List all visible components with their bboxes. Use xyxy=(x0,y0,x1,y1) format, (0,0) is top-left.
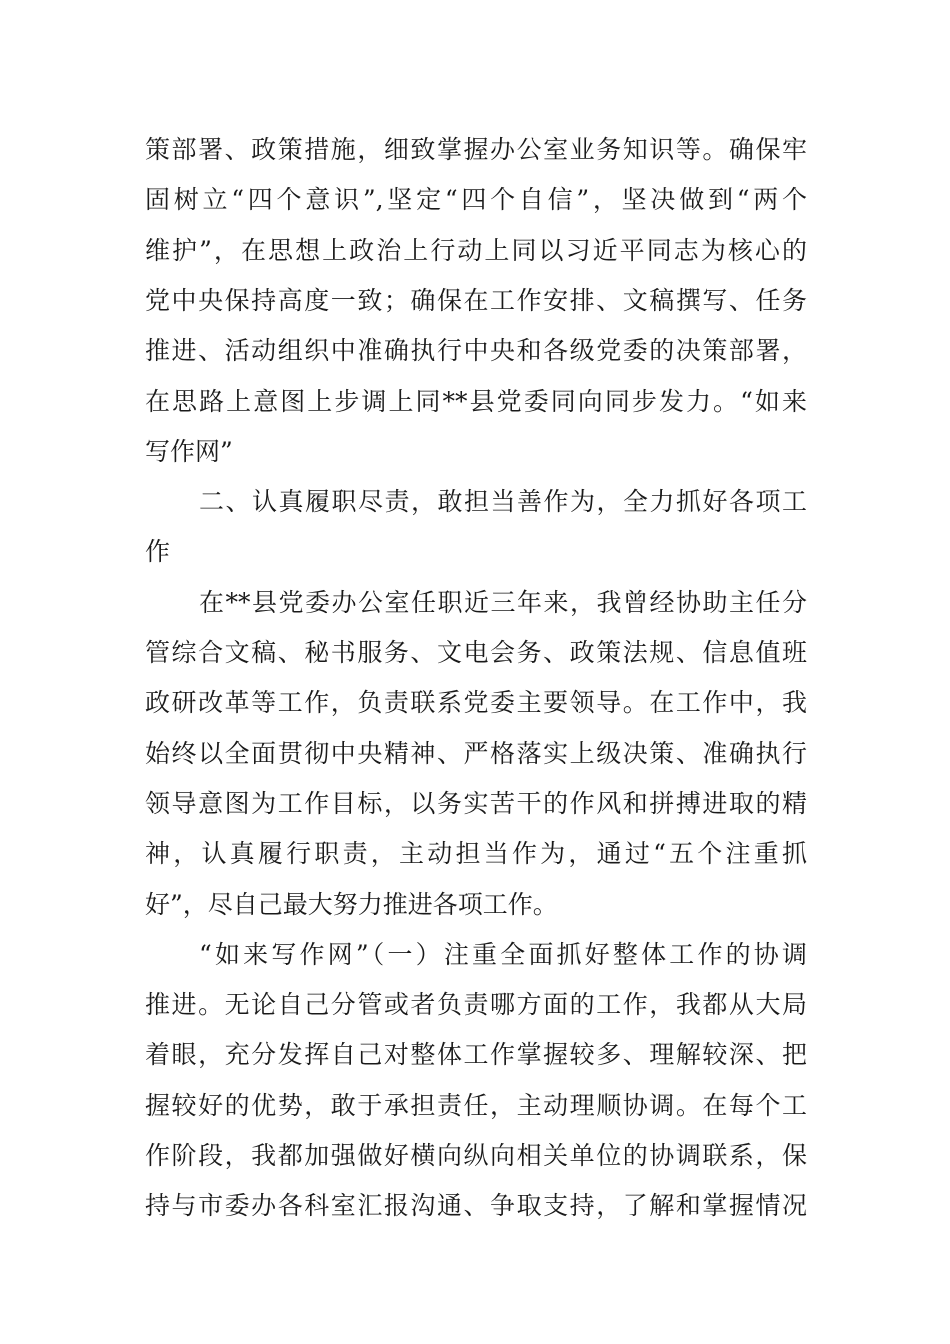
text-line: 始终以全面贯彻中央精神、严格落实上级决策、准确执行 xyxy=(145,738,807,768)
text-line: “如来写作网”（一）注重全面抓好整体工作的协调 xyxy=(199,939,807,969)
text-line: 固树立“四个意识”,坚定“四个自信”，坚决做到“两个 xyxy=(145,185,807,215)
section-heading-continuation: 作 xyxy=(145,537,171,567)
text-line: 党中央保持高度一致；确保在工作安排、文稿撰写、任务 xyxy=(145,285,807,315)
text-line: 握较好的优势，敢于承担责任，主动理顺协调。在每个工 xyxy=(145,1090,807,1120)
text-line: 神，认真履行职责，主动担当作为，通过“五个注重抓 xyxy=(145,839,807,869)
text-line: 在思路上意图上步调上同**县党委同向同步发力。“如来 xyxy=(145,386,807,416)
text-line: 领导意图为工作目标，以务实苦干的作风和拼搏进取的精 xyxy=(145,788,807,818)
text-line: 着眼，充分发挥自己对整体工作掌握较多、理解较深、把 xyxy=(145,1040,807,1070)
text-line: 维护”，在思想上政治上行动上同以习近平同志为核心的 xyxy=(145,235,807,265)
text-line: 推进、活动组织中准确执行中央和各级党委的决策部署， xyxy=(145,336,807,366)
text-line: 在**县党委办公室任职近三年来，我曾经协助主任分 xyxy=(199,587,807,617)
text-line: 好”，尽自己最大努力推进各项工作。 xyxy=(145,889,558,919)
text-line: 持与市委办各科室汇报沟通、争取支持，了解和掌握情况 xyxy=(145,1191,807,1221)
text-line: 管综合文稿、秘书服务、文电会务、政策法规、信息值班 xyxy=(145,638,807,667)
text-line: 策部署、政策措施，细致掌握办公室业务知识等。确保牢 xyxy=(145,135,807,164)
section-heading: 二、认真履职尽责，敢担当善作为，全力抓好各项工 xyxy=(199,487,807,517)
text-line: 作阶段，我都加强做好横向纵向相关单位的协调联系，保 xyxy=(145,1141,807,1170)
text-line: 推进。无论自己分管或者负责哪方面的工作，我都从大局 xyxy=(145,990,807,1020)
text-line: 政研改革等工作，负责联系党委主要领导。在工作中，我 xyxy=(145,688,807,718)
text-line: 写作网” xyxy=(145,436,233,466)
